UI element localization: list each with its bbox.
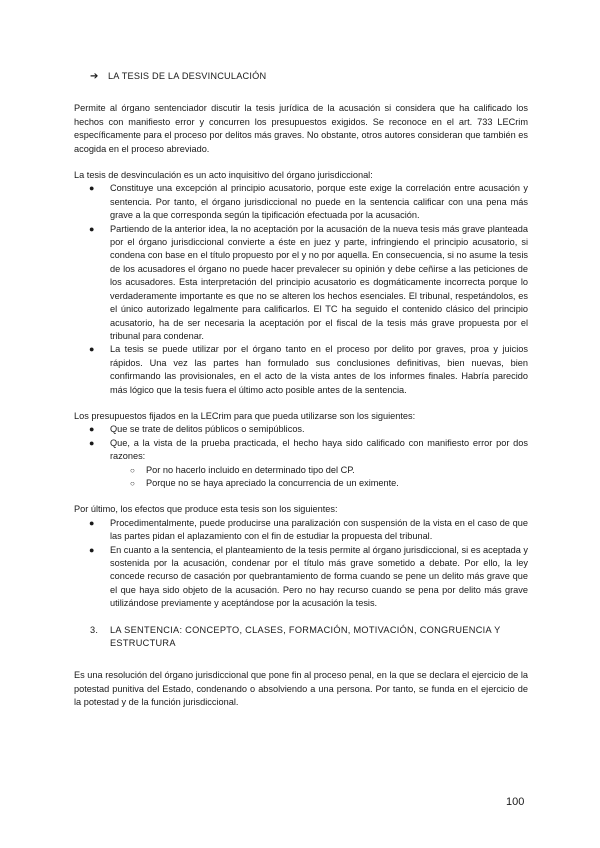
subsection-heading — [90, 70, 528, 83]
presupuestos-lead: Los presupuestos fijados en la LECrim para que pueda utilizarse son los siguientes: — [74, 410, 416, 421]
section-title: LA SENTENCIA: CONCEPTO, CLASES, FORMACIÓN, MOTIVACIÓN, CONGRUENCIA Y ESTRUCTURA — [110, 624, 501, 649]
efectos-lead: Por último, los efectos que produce esta tesis son los siguientes: — [74, 504, 338, 515]
list-item: ● Que, a la vista de la prueba practicada, el hecho haya sido calificado con manifiesto error por dos razones: ○ Por no hacerlo incluido en determinado tipo del CP. ○ Porque no se haya apreciado la concurrencia de un eximente. — [74, 437, 528, 491]
bullet-icon: ● — [89, 344, 95, 355]
list-item: ● En cuanto a la sentencia, el planteamiento de la tesis permite al órgano jurisdiccional, si es aceptada y sostenida por la acusación, condenar por el título más grave sometido a debate. Por ello, la ley concede recurso de casación por quebrantamiento de forma cuando se pene un delito más grave que el que haya sido objeto de la acusación. Pero no hay recurso cuando se pena por delito más grave utilizándose previamente y aceptándose por la acusación la tesis. — [89, 544, 528, 609]
bullet-icon: ● — [89, 437, 95, 448]
bullet-icon: ● — [89, 517, 95, 528]
bullet-icon: ● — [89, 424, 95, 435]
section-number: 3. — [90, 624, 99, 635]
sublist-item: ○ Porque no se haya apreciado la concurrencia de un eximente. — [74, 477, 528, 490]
page-content — [74, 70, 528, 723]
bullet-icon: ● — [89, 183, 95, 194]
page-number: 100 — [506, 796, 525, 808]
subsection-title: LA TESIS DE LA DESVINCULACIÓN — [108, 71, 267, 81]
arrow-right-icon: ➔ — [90, 71, 99, 82]
bullet-icon: ● — [89, 223, 95, 234]
intro-paragraph: Permite al órgano sentenciador discutir la tesis jurídica de la acusación si considera que ha calificado los hechos con manifiesto error y concurren los presupuestos exigidos. Se reconoce en el art. 733 LECrim específicamente para el proceso por delitos más graves. No obstante, otros autores consideran que también es acogida en el proceso abreviado. — [74, 103, 529, 154]
presupuestos-list — [74, 423, 528, 490]
list-item: ● Que se trate de delitos públicos o semipúblicos. — [74, 423, 528, 436]
sublist-item: ○ Por no hacerlo incluido en determinado tipo del CP. — [74, 464, 528, 477]
acto-inquisitivo-lead: La tesis de desvinculación es un acto inquisitivo del órgano jurisdiccional: — [74, 170, 373, 181]
bullet-icon: ● — [89, 544, 95, 555]
efectos-list — [74, 517, 528, 611]
closing-paragraph: Es una resolución del órgano jurisdiccional que pone fin al proceso penal, en la que se declara el ejercicio de la potestad punitiva del Estado, condenando o absolviendo a una persona. Por tanto, se funda en el ejercicio de la potestad y de la función jurisdiccional. — [74, 670, 528, 708]
list-item: ● La tesis se puede utilizar por el órgano tanto en el proceso por delito por graves, proa y juicios rápidos. Una vez las partes han formulado sus conclusiones definitivas, bien nuevas, bien confirmando las provisionales, en el acto de la vista antes de los informes finales. Habría parecido más lógico que la tesis fuera el último acto posible antes de la sentencia. — [89, 344, 528, 395]
circle-bullet-icon: ○ — [130, 478, 135, 488]
list-item: ● Partiendo de la anterior idea, la no aceptación por la acusación de la nueva tesis más grave planteada por el órgano jurisdiccional convierte a éste en juez y parte, infringiendo el principio acusatorio, si condena con base en el título propuesto por el y no por aquella. En consecuencia, si no asume la tesis de los acusadores el órgano no puede hacer prevalecer su opinión y debe ceñirse a las peticiones de los acusadores. Esta interpretación del principio acusatorio es dogmáticamente incorrecta porque lo verdaderamente importante es que no se alteren los hechos esenciales. El tribunal, respetándolos, es el único autorizado legalmente para calificarlos. El TC ha seguido el contenido clásico del principio acusatorio, ha de ser necesaria la aceptación por el fiscal de la tesis más grave propuesta por el tribunal para condenar. — [89, 223, 528, 341]
presupuestos-sublist — [74, 464, 528, 491]
list-item: ● Procedimentalmente, puede producirse una paralización con suspensión de la vista en el caso de que las partes pidan el aplazamiento con el fin de estudiar la propuesta del tribunal. — [89, 517, 528, 542]
circle-bullet-icon: ○ — [130, 465, 135, 475]
section-heading — [90, 624, 528, 651]
acto-inquisitivo-list — [74, 182, 528, 397]
list-item: ● Constituye una excepción al principio acusatorio, porque este exige la correlación entre acusación y sentencia. Por tanto, el órgano jurisdiccional no puede en la sentencia calificar con una pena más grave a la que corresponda según la tipificación efectuada por la acusación. — [89, 183, 528, 221]
